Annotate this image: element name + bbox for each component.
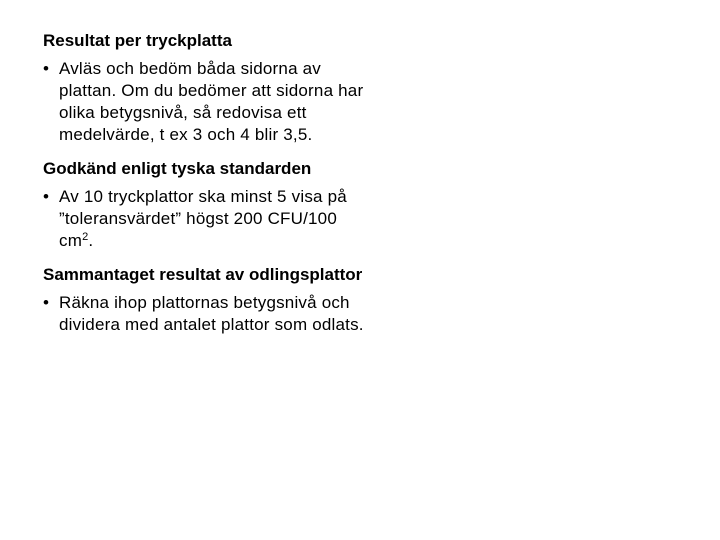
- superscript: 2: [82, 231, 89, 243]
- bullet-item: [43, 186, 373, 252]
- bullet-item: [43, 58, 373, 146]
- bullet-item: [43, 292, 373, 336]
- bullet-symbol: •: [43, 187, 50, 206]
- document-content: [43, 30, 373, 348]
- section-heading: Godkänd enligt tyska standarden: [43, 159, 312, 178]
- section-german-standard: [43, 158, 373, 252]
- section-heading: Sammantaget resultat av odlingsplattor: [43, 265, 363, 284]
- bullet-text-end: .: [88, 231, 94, 250]
- bullet-text: [59, 186, 373, 252]
- section-combined-result: [43, 264, 373, 336]
- section-heading: Resultat per tryckplatta: [43, 31, 232, 50]
- bullet-symbol: •: [43, 59, 50, 78]
- section-result-per-plate: [43, 30, 373, 146]
- bullet-text-main: Av 10 tryckplattor ska minst 5 visa på ”toleransvärdet” högst 200 CFU/100 cm: [59, 187, 347, 250]
- bullet-symbol: •: [43, 293, 50, 312]
- bullet-text: Avläs och bedöm båda sidorna av plattan. Om du bedömer att sidorna har olika betygsnivå, så redovisa ett medelvärde, t ex 3 och 4 blir 3,5.: [59, 59, 364, 144]
- bullet-text: Räkna ihop plattornas betygsnivå och dividera med antalet plattor som odlats.: [59, 293, 364, 334]
